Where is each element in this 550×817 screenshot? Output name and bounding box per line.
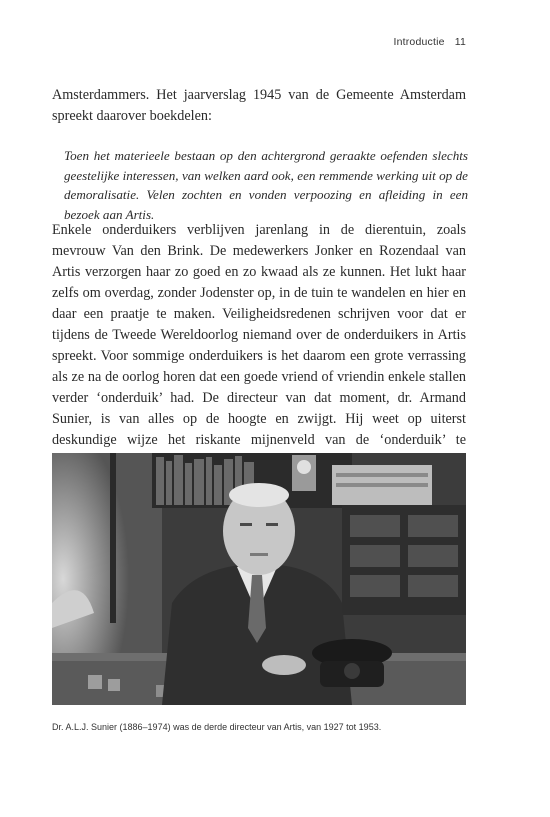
photo-caption: Dr. A.L.J. Sunier (1886–1974) was de derde directeur van Artis, van 1927 tot 1953. xyxy=(52,722,382,732)
block-quote: Toen het materieele bestaan op den achtergrond geraakte oefenden slechts geestelijke interessen, van welken aard ook, een remmende werking uit op de demoralisatie. Velen zochten en vonden verpoozing en afleiding in een bezoek aan Artis. xyxy=(64,148,468,222)
page-number: 11 xyxy=(454,36,466,48)
section-title: Introductie xyxy=(393,36,445,48)
running-header xyxy=(393,36,466,48)
photo-illustration xyxy=(52,453,466,705)
paragraph: Amsterdammers. Het jaarverslag 1945 van de Gemeente Amsterdam spreekt daarover boekdelen: xyxy=(52,87,466,124)
portrait-photo xyxy=(52,453,466,705)
paragraph: Enkele onderduikers verblijven jarenlang in de dierentuin, zoals mevrouw Van den Brink. De medewerkers Jonker en Rozendaal van Artis verzorgen haar zo goed en zo kwaad als ze kunnen. Het lukt haar zelfs om overdag, zonder Jodenster op, in de tuin te wandelen en hier en daar een praatje te maken. Veiligheidsredenen schrijven voor dat er tijdens de Tweede Wereldoorlog niemand over de onderduikers in Artis spreekt. Voor sommige onderduikers is het daarom een grote verrassing als ze na de oorlog horen dat een goede vriend of vriendin enkele stallen verder ‘onderduik’ had. De directeur van dat moment, dr. Armand Sunier, is van alles op de hoogte en zwijgt. Hij weet op uiterst deskundige wijze het riskante mijnenveld van de ‘onderduik’ te xyxy=(52,222,466,448)
